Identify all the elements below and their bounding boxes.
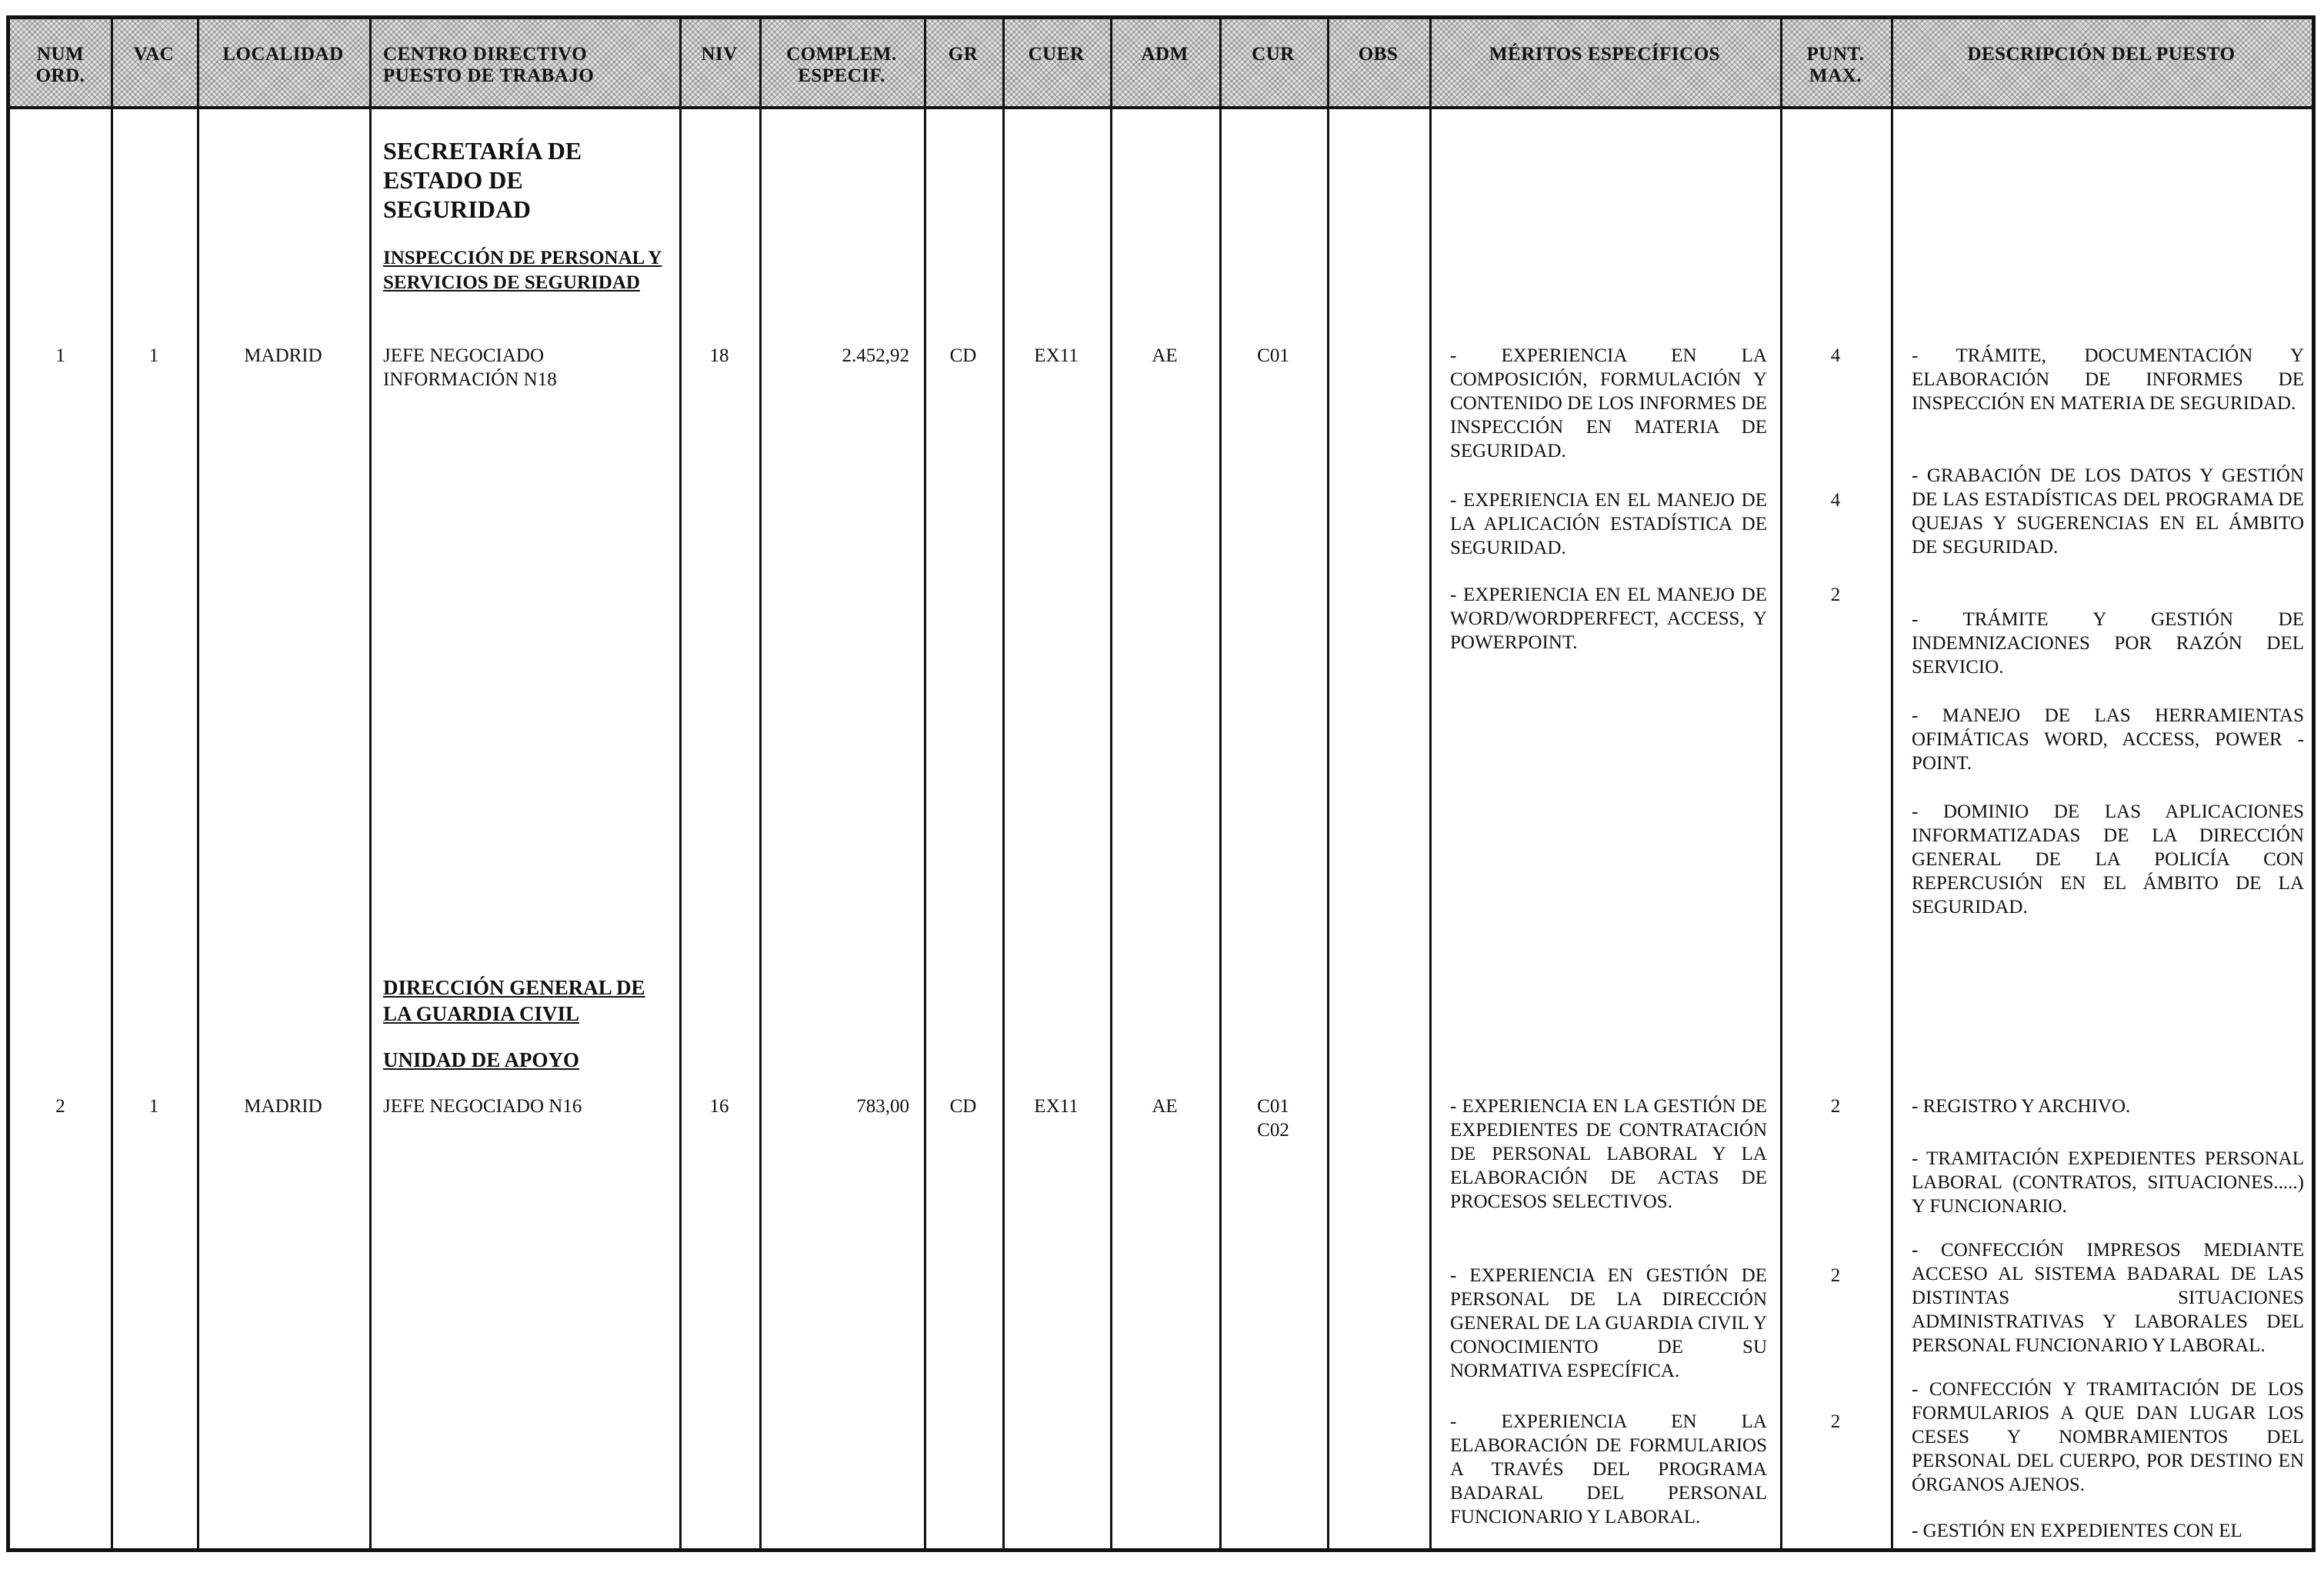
row-niv: 16 [709, 1096, 729, 1117]
column-divider [1891, 19, 1893, 1548]
row-gr: CD [949, 1096, 977, 1117]
row-adm: AE [1152, 345, 1178, 366]
header-num-ord: NUM ORD. [35, 44, 85, 86]
header-complem-especif: COMPLEM. ESPECIF. [786, 44, 897, 86]
column-divider [1327, 19, 1329, 1548]
section-unit: INSPECCIÓN DE PERSONAL Y SERVICIOS DE SEGURIDAD [383, 248, 662, 293]
row-cuer: EX11 [1034, 345, 1079, 366]
merito-text: - EXPERIENCIA EN EL MANEJO DE LA APLICACIÓN ESTADÍSTICA DE SEGURIDAD. [1450, 490, 1767, 558]
descripcion-item: - REGISTRO Y ARCHIVO. [1912, 1096, 2131, 1117]
header-localidad: LOCALIDAD [222, 44, 344, 65]
column-divider [1429, 19, 1432, 1548]
row-localidad: MADRID [244, 1096, 322, 1117]
merito-text: - EXPERIENCIA EN LA COMPOSICIÓN, FORMULACIÓN Y CONTENIDO DE LOS INFORMES DE INSPECCIÓN EN MATERIA DE SEGURIDAD. [1450, 345, 1767, 461]
merito-punt: 2 [1830, 585, 1841, 605]
header-cur: CUR [1252, 44, 1295, 65]
column-divider [679, 19, 682, 1548]
header-vac: VAC [133, 44, 175, 65]
merito-text: - EXPERIENCIA EN EL MANEJO DE WORD/WORDPERFECT, ACCESS, Y POWERPOINT. [1450, 585, 1767, 653]
descripcion-item: - TRAMITACIÓN EXPEDIENTES PERSONAL LABORAL (CONTRATOS, SITUACIONES.....) Y FUNCIONARIO. [1912, 1148, 2304, 1217]
header-cuer: CUER [1028, 44, 1085, 65]
header-descripcion-puesto: DESCRIPCIÓN DEL PUESTO [1967, 44, 2236, 65]
row-gr: CD [949, 345, 977, 366]
descripcion-item: - TRÁMITE, DOCUMENTACIÓN Y ELABORACIÓN DE INFORMES DE INSPECCIÓN EN MATERIA DE SEGURIDAD. [1912, 345, 2304, 414]
header-obs: OBS [1358, 44, 1399, 65]
descripcion-item: - MANEJO DE LAS HERRAMIENTAS OFIMÁTICAS WORD, ACCESS, POWER - POINT. [1912, 705, 2304, 774]
header-adm: ADM [1141, 44, 1189, 65]
row-cur: C01 C02 [1257, 1096, 1289, 1141]
merito-text: - EXPERIENCIA EN LA GESTIÓN DE EXPEDIENTES DE CONTRATACIÓN DE PERSONAL LABORAL Y LA ELABORACIÓN DE ACTAS DE PROCESOS SELECTIVOS. [1450, 1096, 1767, 1212]
descripcion-item: - GESTIÓN EN EXPEDIENTES CON EL [1912, 1521, 2242, 1541]
merito-punt: 2 [1830, 1411, 1841, 1432]
row-niv: 18 [709, 345, 729, 366]
descripcion-item: - DOMINIO DE LAS APLICACIONES INFORMATIZADAS DE LA DIRECCIÓN GENERAL DE LA POLICÍA CON REPERCUSIÓN EN EL ÁMBITO DE LA SEGURIDAD. [1912, 801, 2304, 918]
row-num: 1 [55, 345, 65, 366]
merito-punt: 4 [1830, 345, 1841, 366]
column-divider [1780, 19, 1782, 1548]
row-puesto: JEFE NEGOCIADO N16 [383, 1096, 582, 1117]
row-adm: AE [1152, 1096, 1178, 1117]
row-complem: 783,00 [856, 1096, 909, 1117]
row-vac: 1 [148, 1096, 159, 1117]
section-unit: UNIDAD DE APOYO [383, 1048, 580, 1071]
row-num: 2 [55, 1096, 65, 1117]
positions-table [6, 15, 2316, 1552]
header-divider [10, 106, 2312, 109]
header-centro-directivo: CENTRO DIRECTIVO PUESTO DE TRABAJO [383, 44, 595, 86]
descripcion-item: - GRABACIÓN DE LOS DATOS Y GESTIÓN DE LAS ESTADÍSTICAS DEL PROGRAMA DE QUEJAS Y SUGERENCIAS EN EL ÁMBITO DE SEGURIDAD. [1912, 465, 2304, 558]
column-divider [1219, 19, 1222, 1548]
column-divider [924, 19, 926, 1548]
section-title: SECRETARÍA DE ESTADO DE SEGURIDAD [383, 137, 582, 223]
merito-punt: 2 [1830, 1265, 1841, 1286]
merito-punt: 4 [1830, 490, 1841, 511]
descripcion-item: - CONFECCIÓN Y TRAMITACIÓN DE LOS FORMULARIOS A QUE DAN LUGAR LOS CESES Y NOMBRAMIENTOS DEL PERSONAL DEL CUERPO, POR DESTINO EN ÓRGANOS AJENOS. [1912, 1379, 2304, 1495]
merito-punt: 2 [1830, 1096, 1841, 1117]
column-divider [759, 19, 762, 1548]
column-divider [1110, 19, 1112, 1548]
column-divider [1002, 19, 1005, 1548]
descripcion-item: - CONFECCIÓN IMPRESOS MEDIANTE ACCESO AL SISTEMA BADARAL DE LAS DISTINTAS SITUACIONES ADMINISTRATIVAS Y LABORALES DEL PERSONAL FUNCIONARIO Y LABORAL. [1912, 1240, 2304, 1356]
column-divider [111, 19, 113, 1548]
header-meritos-especificos: MÉRITOS ESPECÍFICOS [1489, 44, 1721, 65]
header-gr: GR [948, 44, 979, 65]
row-puesto: JEFE NEGOCIADO INFORMACIÓN N18 [383, 345, 557, 390]
row-complem: 2.452,92 [842, 345, 909, 366]
header-punt-max: PUNT. MAX. [1806, 44, 1865, 86]
column-divider [197, 19, 199, 1548]
merito-text: - EXPERIENCIA EN LA ELABORACIÓN DE FORMULARIOS A TRAVÉS DEL PROGRAMA BADARAL DEL PERSONAL FUNCIONARIO Y LABORAL. [1450, 1411, 1767, 1527]
row-cuer: EX11 [1034, 1096, 1079, 1117]
header-niv: NIV [701, 44, 738, 65]
row-cur: C01 [1257, 345, 1289, 366]
column-divider [369, 19, 372, 1548]
row-localidad: MADRID [244, 345, 322, 366]
merito-text: - EXPERIENCIA EN GESTIÓN DE PERSONAL DE LA DIRECCIÓN GENERAL DE LA GUARDIA CIVIL Y CONOCIMIENTO DE SU NORMATIVA ESPECÍFICA. [1450, 1265, 1767, 1381]
row-vac: 1 [148, 345, 159, 366]
section-title: DIRECCIÓN GENERAL DE LA GUARDIA CIVIL [383, 976, 645, 1025]
descripcion-item: - TRÁMITE Y GESTIÓN DE INDEMNIZACIONES POR RAZÓN DEL SERVICIO. [1912, 609, 2304, 678]
